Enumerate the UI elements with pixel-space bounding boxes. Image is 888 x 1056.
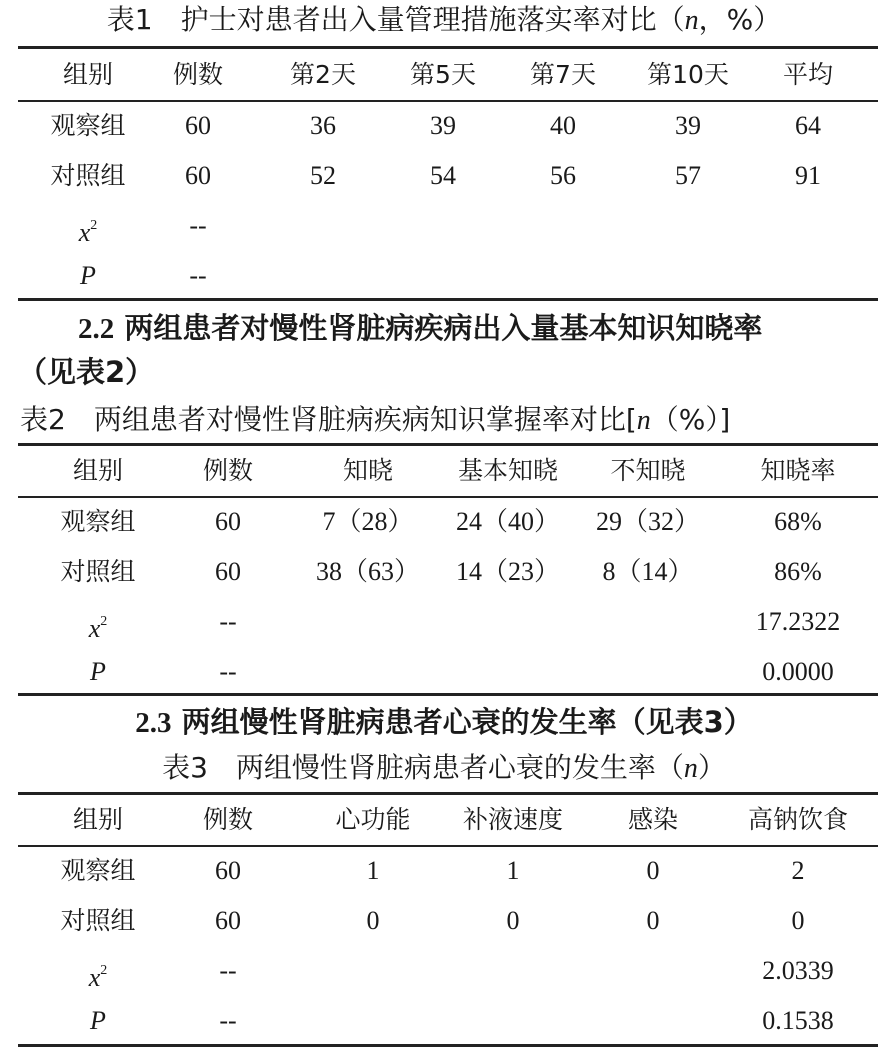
table2-cell-aware: 7（28） — [322, 507, 414, 536]
table2-p-value: 0.0000 — [762, 657, 834, 686]
p-value-label: P — [90, 1006, 106, 1035]
table3-p-cases: -- — [219, 1006, 237, 1035]
table3-cell-high-sodium-diet: 2 — [791, 856, 805, 885]
table2-cell-cases: 60 — [215, 557, 241, 586]
table2-header-unaware: 不知晓 — [610, 456, 686, 485]
table3-header-group: 组别 — [72, 805, 123, 834]
table2-caption: 表2 两组患者对慢性肾脏病疾病知识掌握率对比[n（%）] — [20, 403, 731, 436]
table1-cell-group: 观察组 — [50, 111, 126, 140]
table2-cell-awareness-rate: 86% — [774, 557, 822, 586]
table2-header-basic-aware: 基本知晓 — [457, 456, 558, 485]
table3-bottom-rule — [18, 1044, 878, 1047]
table3-chi-square-row — [18, 946, 878, 996]
table-row — [18, 101, 878, 151]
section-2-2-heading: 2.2 两组患者对慢性肾脏病疾病出入量基本知识知晓率 — [78, 311, 763, 345]
table2-cell-unaware: 29（32） — [595, 507, 700, 536]
table-row — [18, 151, 878, 201]
table1-header-day10: 第10天 — [647, 60, 729, 89]
table1-cell-day10: 39 — [675, 111, 701, 140]
table1-cell-group: 对照组 — [50, 161, 126, 190]
table-row — [18, 846, 878, 896]
table2-header-row — [18, 446, 878, 496]
chi-square-label: $x^2$ — [88, 963, 108, 992]
table2-header-awareness-rate: 知晓率 — [760, 456, 836, 485]
table1-chi-square-cases: -- — [189, 211, 207, 240]
table1-cell-average: 91 — [795, 161, 821, 190]
table3-cell-group: 对照组 — [60, 906, 136, 935]
section-2-2-heading-continued: （见表2） — [18, 355, 155, 389]
table3-header-infection: 感染 — [627, 805, 678, 834]
table1-cell-day2: 52 — [310, 161, 336, 190]
table3-p-row — [18, 996, 878, 1046]
table1-cell-day5: 39 — [430, 111, 456, 140]
table1-cell-day2: 36 — [310, 111, 336, 140]
table3-cell-infusion-rate: 0 — [506, 906, 520, 935]
table2-chi-square-value: 17.2322 — [755, 607, 841, 636]
chi-square-label: $x^2$ — [88, 614, 108, 643]
table1-cell-cases: 60 — [185, 161, 211, 190]
table1-p-cases: -- — [189, 261, 207, 290]
table1-cell-day5: 54 — [430, 161, 456, 190]
section-2-3-heading: 2.3 两组慢性肾脏病患者心衰的发生率（见表3） — [135, 705, 753, 739]
table1-header-group: 组别 — [62, 60, 113, 89]
table3-cell-cases: 60 — [215, 906, 241, 935]
table2-cell-aware: 38（63） — [315, 557, 420, 586]
table3-cell-cases: 60 — [215, 856, 241, 885]
table2-chi-square-row — [18, 597, 878, 647]
table2-cell-group: 观察组 — [60, 507, 136, 536]
table1-cell-day7: 56 — [550, 161, 576, 190]
table3-header-cardiac-function: 心功能 — [335, 805, 411, 834]
table3-cell-cardiac-function: 1 — [366, 856, 380, 885]
table1-cell-average: 64 — [795, 111, 821, 140]
table1-header-day5: 第5天 — [410, 60, 476, 89]
table3-cell-infection: 0 — [646, 856, 660, 885]
table2-bottom-rule — [18, 693, 878, 696]
table1-p-row — [18, 251, 878, 301]
table2-cell-unaware: 8（14） — [602, 557, 694, 586]
table2-cell-group: 对照组 — [60, 557, 136, 586]
table1-header-day7: 第7天 — [530, 60, 596, 89]
table3-header-row — [18, 795, 878, 845]
table1-cell-cases: 60 — [185, 111, 211, 140]
table2-cell-basic-aware: 14（23） — [455, 557, 560, 586]
table3-header-infusion-rate: 补液速度 — [462, 805, 563, 834]
table2-cell-awareness-rate: 68% — [774, 507, 822, 536]
p-value-label: P — [80, 261, 96, 290]
table2-p-cases: -- — [219, 657, 237, 686]
table3-header-cases: 例数 — [202, 805, 253, 834]
table3-cell-infection: 0 — [646, 906, 660, 935]
table-row — [18, 547, 878, 597]
table2-p-row — [18, 647, 878, 697]
table3-cell-cardiac-function: 0 — [366, 906, 380, 935]
table1-header-row — [18, 50, 878, 100]
table1-caption: 表1 护士对患者出入量管理措施落实率对比（n，%） — [106, 3, 782, 36]
table3-chi-square-cases: -- — [219, 956, 237, 985]
table3-cell-high-sodium-diet: 0 — [791, 906, 805, 935]
table2-cell-basic-aware: 24（40） — [455, 507, 560, 536]
table3-header-high-sodium-diet: 高钠饮食 — [747, 805, 848, 834]
table2-header-group: 组别 — [72, 456, 123, 485]
p-value-label: P — [90, 657, 106, 686]
table1-bottom-rule — [18, 298, 878, 301]
chi-square-label: $x^2$ — [78, 218, 98, 247]
table3-caption: 表3 两组慢性肾脏病患者心衰的发生率（n） — [162, 751, 726, 784]
table1-header-average: 平均 — [782, 60, 833, 89]
table2-cell-cases: 60 — [215, 507, 241, 536]
table3-chi-square-value: 2.0339 — [762, 956, 834, 985]
table3-cell-group: 观察组 — [60, 856, 136, 885]
table1-header-day2: 第2天 — [290, 60, 356, 89]
table3-cell-infusion-rate: 1 — [506, 856, 520, 885]
table1-cell-day7: 40 — [550, 111, 576, 140]
table-row — [18, 896, 878, 946]
table1-chi-square-row — [18, 201, 878, 251]
table3-p-value: 0.1538 — [762, 1006, 834, 1035]
table2-chi-square-cases: -- — [219, 607, 237, 636]
table1-cell-day10: 57 — [675, 161, 701, 190]
table2-header-aware: 知晓 — [342, 456, 393, 485]
table1-top-rule — [18, 46, 878, 49]
table-row — [18, 497, 878, 547]
table1-header-cases: 例数 — [172, 60, 223, 89]
table2-header-cases: 例数 — [202, 456, 253, 485]
